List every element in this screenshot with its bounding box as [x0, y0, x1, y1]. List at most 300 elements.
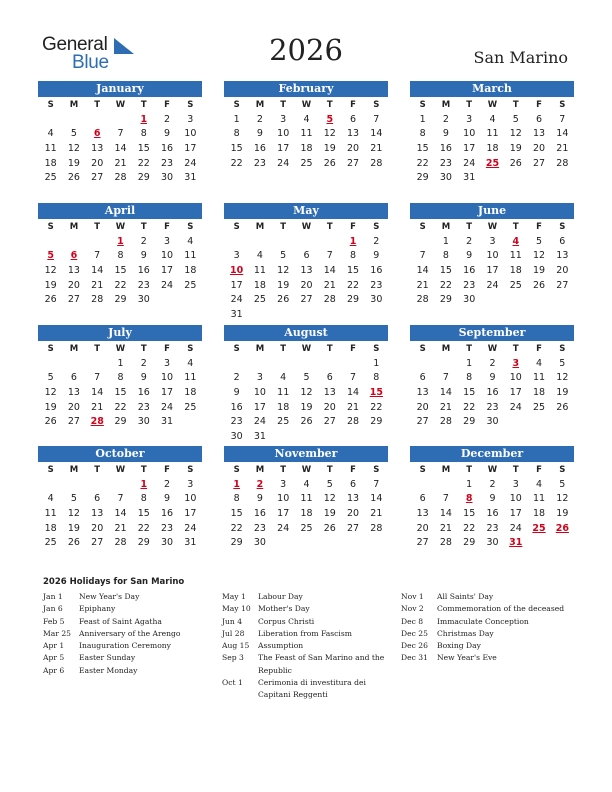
day-cell: 11: [277, 386, 290, 398]
day-cell: 8: [442, 250, 449, 262]
week-row: [38, 141, 202, 156]
holiday-day-cell: 6: [70, 250, 78, 262]
weekday-label: S: [559, 99, 566, 110]
day-cell: 16: [253, 142, 266, 154]
day-cell: 10: [161, 372, 174, 384]
day-cell: 17: [161, 386, 174, 398]
day-cell: 23: [253, 522, 266, 534]
week-row: [224, 385, 388, 400]
day-cell: 30: [486, 537, 499, 549]
weekday-label: T: [140, 221, 147, 232]
week-row: [38, 400, 202, 415]
weekday-header-row: [224, 462, 388, 477]
day-cell: 5: [559, 478, 566, 490]
day-cell: 14: [91, 386, 104, 398]
day-cell: 29: [137, 537, 150, 549]
weekday-label: F: [164, 464, 170, 475]
holiday-date: Mar 25: [43, 628, 72, 638]
day-cell: 31: [463, 172, 476, 184]
weekday-label: T: [140, 343, 147, 354]
day-cell: 27: [67, 416, 80, 428]
day-cell: 13: [67, 264, 80, 276]
month-august: [224, 325, 388, 444]
weekday-label: M: [255, 343, 265, 354]
holiday-date: Dec 25: [401, 628, 428, 638]
day-cell: 14: [556, 128, 569, 140]
week-row: [38, 371, 202, 386]
week-row: [224, 371, 388, 386]
holiday-item: [401, 652, 576, 664]
day-cell: 28: [91, 294, 104, 306]
holiday-item: [43, 652, 213, 664]
weekday-label: S: [419, 99, 426, 110]
day-cell: 26: [509, 157, 522, 169]
weekday-label: T: [280, 221, 287, 232]
holiday-item: [222, 603, 392, 615]
holiday-day-cell: 4: [512, 235, 520, 247]
weekday-header-row: [410, 462, 574, 477]
holiday-date: Jun 4: [222, 616, 243, 626]
holiday-date: Apr 5: [43, 653, 65, 663]
day-cell: 17: [509, 386, 522, 398]
holiday-column: [222, 591, 392, 702]
week-row: [38, 414, 202, 429]
day-cell: 23: [439, 157, 452, 169]
day-cell: 10: [486, 250, 499, 262]
day-cell: 8: [140, 493, 147, 505]
day-cell: 8: [233, 128, 240, 140]
holiday-date: May 1: [222, 592, 246, 601]
holiday-name: New Year's Day: [79, 592, 140, 601]
weekday-label: M: [255, 99, 265, 110]
day-cell: 19: [556, 507, 569, 519]
weekday-label: T: [94, 464, 101, 475]
day-cell: 9: [373, 250, 380, 262]
day-cell: 28: [114, 172, 127, 184]
weekday-header-row: [224, 341, 388, 356]
holiday-name: Christmas Day: [437, 628, 494, 638]
weekday-label: M: [69, 343, 79, 354]
weekday-header-row: [224, 219, 388, 234]
day-cell: 1: [419, 113, 426, 125]
day-cell: 25: [184, 401, 197, 413]
day-cell: 17: [230, 279, 243, 291]
day-cell: 23: [463, 279, 476, 291]
weekday-label: W: [115, 464, 126, 475]
week-row: [224, 263, 388, 278]
day-cell: 18: [486, 142, 499, 154]
day-cell: 10: [509, 372, 522, 384]
holiday-item: [401, 616, 576, 628]
day-cell: 12: [556, 372, 569, 384]
day-cell: 15: [463, 507, 476, 519]
day-cell: 20: [91, 522, 104, 534]
week-row: [224, 535, 388, 550]
weekday-label: T: [280, 99, 287, 110]
weekday-label: T: [466, 464, 473, 475]
week-row: [410, 263, 574, 278]
holiday-name: Corpus Christi: [258, 616, 315, 626]
day-cell: 18: [533, 386, 546, 398]
day-cell: 18: [300, 507, 313, 519]
weekday-header-row: [38, 97, 202, 112]
holiday-name: Easter Monday: [79, 665, 138, 675]
weekday-label: T: [326, 464, 333, 475]
day-cell: 15: [230, 507, 243, 519]
week-row: [224, 141, 388, 156]
day-cell: 28: [370, 522, 383, 534]
day-cell: 16: [230, 401, 243, 413]
day-cell: 10: [277, 493, 290, 505]
day-cell: 12: [67, 142, 80, 154]
day-cell: 29: [370, 416, 383, 428]
day-cell: 22: [370, 401, 383, 413]
day-cell: 7: [94, 372, 101, 384]
week-row: [38, 535, 202, 550]
day-cell: 8: [117, 372, 124, 384]
day-cell: 30: [370, 294, 383, 306]
weekday-label: F: [350, 464, 356, 475]
weekday-label: W: [487, 464, 498, 475]
weekday-label: S: [47, 343, 54, 354]
month-march: [410, 81, 574, 185]
day-cell: 5: [536, 235, 543, 247]
day-cell: 21: [416, 279, 429, 291]
day-cell: 21: [114, 522, 127, 534]
day-cell: 17: [184, 142, 197, 154]
holiday-item: [43, 640, 213, 652]
day-cell: 20: [556, 264, 569, 276]
day-cell: 29: [416, 172, 429, 184]
holiday-name: Inauguration Ceremony: [79, 641, 171, 651]
holiday-day-cell: 3: [512, 357, 520, 369]
weekday-label: T: [280, 343, 287, 354]
day-cell: 18: [533, 507, 546, 519]
holiday-item: [222, 652, 392, 677]
day-cell: 16: [486, 386, 499, 398]
holiday-name: Boxing Day: [437, 641, 481, 651]
day-cell: 8: [117, 250, 124, 262]
day-cell: 21: [370, 507, 383, 519]
weekday-label: F: [350, 343, 356, 354]
day-cell: 16: [486, 507, 499, 519]
day-cell: 5: [512, 113, 519, 125]
week-row: [224, 414, 388, 429]
day-cell: 21: [439, 522, 452, 534]
day-cell: 19: [300, 401, 313, 413]
holiday-name: All Saints' Day: [437, 592, 494, 601]
holiday-day-cell: 1: [140, 113, 148, 125]
day-cell: 20: [300, 279, 313, 291]
holiday-item: [43, 616, 213, 628]
weekday-label: S: [373, 464, 380, 475]
week-row: [38, 112, 202, 127]
weekday-header-row: [38, 462, 202, 477]
day-cell: 11: [509, 250, 522, 262]
day-cell: 16: [463, 264, 476, 276]
day-cell: 2: [256, 113, 263, 125]
day-cell: 29: [230, 537, 243, 549]
holiday-item: [401, 640, 576, 652]
day-cell: 5: [47, 372, 54, 384]
day-cell: 26: [44, 294, 57, 306]
day-cell: 21: [114, 157, 127, 169]
day-cell: 26: [556, 401, 569, 413]
weekday-label: S: [233, 343, 240, 354]
day-cell: 19: [323, 507, 336, 519]
day-cell: 4: [47, 493, 54, 505]
holiday-date: Aug 15: [222, 641, 250, 651]
weekday-label: S: [187, 221, 194, 232]
day-cell: 6: [350, 478, 357, 490]
week-row: [224, 400, 388, 415]
day-cell: 7: [419, 250, 426, 262]
holiday-day-cell: 1: [140, 478, 148, 490]
holiday-name: Commemoration of the deceased: [437, 604, 565, 614]
day-cell: 13: [556, 250, 569, 262]
day-cell: 26: [323, 522, 336, 534]
weekday-label: T: [94, 221, 101, 232]
weekday-label: T: [280, 464, 287, 475]
weekday-label: W: [115, 343, 126, 354]
holiday-date: Feb 5: [43, 616, 65, 626]
holiday-item: [222, 628, 392, 640]
day-cell: 13: [416, 386, 429, 398]
day-cell: 27: [347, 522, 360, 534]
day-cell: 30: [439, 172, 452, 184]
day-cell: 11: [486, 128, 499, 140]
week-row: [410, 385, 574, 400]
weekday-label: F: [350, 221, 356, 232]
weekday-label: T: [94, 99, 101, 110]
day-cell: 29: [439, 294, 452, 306]
weekday-label: W: [301, 343, 312, 354]
day-cell: 29: [347, 294, 360, 306]
holiday-name: Easter Sunday: [79, 653, 136, 663]
day-cell: 16: [439, 142, 452, 154]
day-cell: 12: [323, 493, 336, 505]
week-row: [38, 292, 202, 307]
month-july: [38, 325, 202, 429]
day-cell: 27: [533, 157, 546, 169]
day-cell: 11: [184, 250, 197, 262]
day-cell: 11: [300, 493, 313, 505]
day-cell: 18: [277, 401, 290, 413]
weekday-label: M: [441, 221, 451, 232]
day-cell: 13: [416, 507, 429, 519]
day-cell: 11: [300, 128, 313, 140]
holiday-day-cell: 5: [326, 113, 334, 125]
weekday-label: T: [326, 343, 333, 354]
day-cell: 25: [300, 157, 313, 169]
day-cell: 8: [140, 128, 147, 140]
day-cell: 23: [137, 401, 150, 413]
day-cell: 5: [70, 493, 77, 505]
day-cell: 22: [137, 157, 150, 169]
day-cell: 2: [489, 357, 496, 369]
day-cell: 26: [44, 416, 57, 428]
day-cell: 28: [347, 416, 360, 428]
week-row: [224, 506, 388, 521]
week-row: [410, 141, 574, 156]
day-cell: 19: [556, 386, 569, 398]
day-cell: 16: [370, 264, 383, 276]
day-cell: 9: [489, 493, 496, 505]
holiday-name: Feast of Saint Agatha: [79, 616, 162, 626]
holiday-day-cell: 28: [90, 416, 104, 428]
weekday-label: M: [255, 464, 265, 475]
month-february: [224, 81, 388, 170]
weekday-header-row: [38, 341, 202, 356]
day-cell: 12: [509, 128, 522, 140]
day-cell: 21: [347, 401, 360, 413]
holiday-date: Nov 1: [401, 592, 424, 601]
day-cell: 24: [486, 279, 499, 291]
holiday-date: Jan 6: [43, 604, 63, 614]
holiday-day-cell: 1: [117, 235, 124, 247]
weekday-label: S: [373, 343, 380, 354]
day-cell: 30: [463, 294, 476, 306]
day-cell: 27: [300, 294, 313, 306]
day-cell: 28: [114, 537, 127, 549]
day-cell: 6: [303, 250, 310, 262]
week-row: [410, 278, 574, 293]
day-cell: 31: [253, 430, 266, 442]
day-cell: 22: [137, 522, 150, 534]
day-cell: 20: [416, 522, 429, 534]
week-row: [410, 356, 574, 371]
holiday-day-cell: 5: [47, 250, 54, 262]
day-cell: 25: [44, 172, 57, 184]
day-cell: 21: [370, 142, 383, 154]
holiday-day-cell: 31: [509, 537, 523, 549]
week-row: [410, 477, 574, 492]
day-cell: 22: [230, 522, 243, 534]
day-cell: 31: [161, 416, 174, 428]
day-cell: 1: [466, 357, 473, 369]
day-cell: 16: [253, 507, 266, 519]
day-cell: 9: [256, 128, 263, 140]
day-cell: 28: [556, 157, 569, 169]
day-cell: 25: [277, 416, 290, 428]
day-cell: 31: [230, 308, 243, 320]
weekday-label: S: [419, 464, 426, 475]
month-october: [38, 446, 202, 550]
day-cell: 24: [230, 294, 243, 306]
day-cell: 13: [300, 264, 313, 276]
week-row: [224, 521, 388, 536]
day-cell: 10: [277, 128, 290, 140]
weekday-label: M: [441, 343, 451, 354]
day-cell: 3: [164, 357, 171, 369]
day-cell: 29: [114, 294, 127, 306]
country-name: San Marino: [473, 48, 568, 67]
day-cell: 28: [439, 537, 452, 549]
day-cell: 1: [373, 357, 380, 369]
day-cell: 3: [164, 235, 171, 247]
day-cell: 4: [187, 235, 194, 247]
month-header: March: [410, 81, 574, 97]
weekday-label: F: [164, 221, 170, 232]
day-cell: 29: [114, 416, 127, 428]
day-cell: 30: [137, 416, 150, 428]
day-cell: 14: [370, 128, 383, 140]
day-cell: 6: [419, 372, 426, 384]
day-cell: 27: [416, 537, 429, 549]
day-cell: 19: [509, 142, 522, 154]
day-cell: 9: [164, 493, 171, 505]
day-cell: 14: [114, 142, 127, 154]
day-cell: 15: [230, 142, 243, 154]
day-cell: 15: [137, 507, 150, 519]
week-row: [224, 156, 388, 171]
day-cell: 2: [489, 478, 496, 490]
day-cell: 7: [373, 478, 380, 490]
day-cell: 30: [161, 537, 174, 549]
week-row: [38, 492, 202, 507]
day-cell: 30: [137, 294, 150, 306]
day-cell: 14: [323, 264, 336, 276]
weekday-label: S: [559, 221, 566, 232]
day-cell: 27: [91, 537, 104, 549]
day-cell: 23: [253, 157, 266, 169]
month-header: July: [38, 325, 202, 341]
day-cell: 4: [187, 357, 194, 369]
holiday-day-cell: 25: [485, 157, 500, 169]
day-cell: 5: [70, 128, 77, 140]
week-row: [38, 385, 202, 400]
month-june: [410, 203, 574, 307]
holiday-date: Apr 6: [43, 665, 65, 675]
week-row: [410, 414, 574, 429]
week-row: [224, 429, 388, 444]
day-cell: 11: [44, 507, 57, 519]
weekday-label: M: [69, 464, 79, 475]
day-cell: 24: [509, 522, 522, 534]
day-cell: 24: [184, 522, 197, 534]
day-cell: 14: [439, 507, 452, 519]
day-cell: 11: [184, 372, 197, 384]
day-cell: 14: [91, 264, 104, 276]
day-cell: 22: [416, 157, 429, 169]
month-september: [410, 325, 574, 429]
day-cell: 3: [280, 113, 287, 125]
day-cell: 6: [326, 372, 333, 384]
day-cell: 23: [137, 279, 150, 291]
day-cell: 3: [187, 478, 194, 490]
month-header: January: [38, 81, 202, 97]
month-header: February: [224, 81, 388, 97]
day-cell: 4: [303, 113, 310, 125]
day-cell: 27: [556, 279, 569, 291]
day-cell: 2: [164, 113, 171, 125]
holiday-item: [222, 616, 392, 628]
holiday-day-cell: 10: [230, 264, 244, 276]
day-cell: 19: [323, 142, 336, 154]
day-cell: 29: [463, 537, 476, 549]
day-cell: 24: [509, 401, 522, 413]
weekday-label: F: [164, 99, 170, 110]
day-cell: 12: [556, 493, 569, 505]
day-cell: 19: [67, 522, 80, 534]
day-cell: 3: [256, 372, 263, 384]
month-header: November: [224, 446, 388, 462]
week-row: [38, 263, 202, 278]
day-cell: 13: [67, 386, 80, 398]
day-cell: 16: [137, 386, 150, 398]
day-cell: 22: [463, 401, 476, 413]
day-cell: 12: [533, 250, 546, 262]
